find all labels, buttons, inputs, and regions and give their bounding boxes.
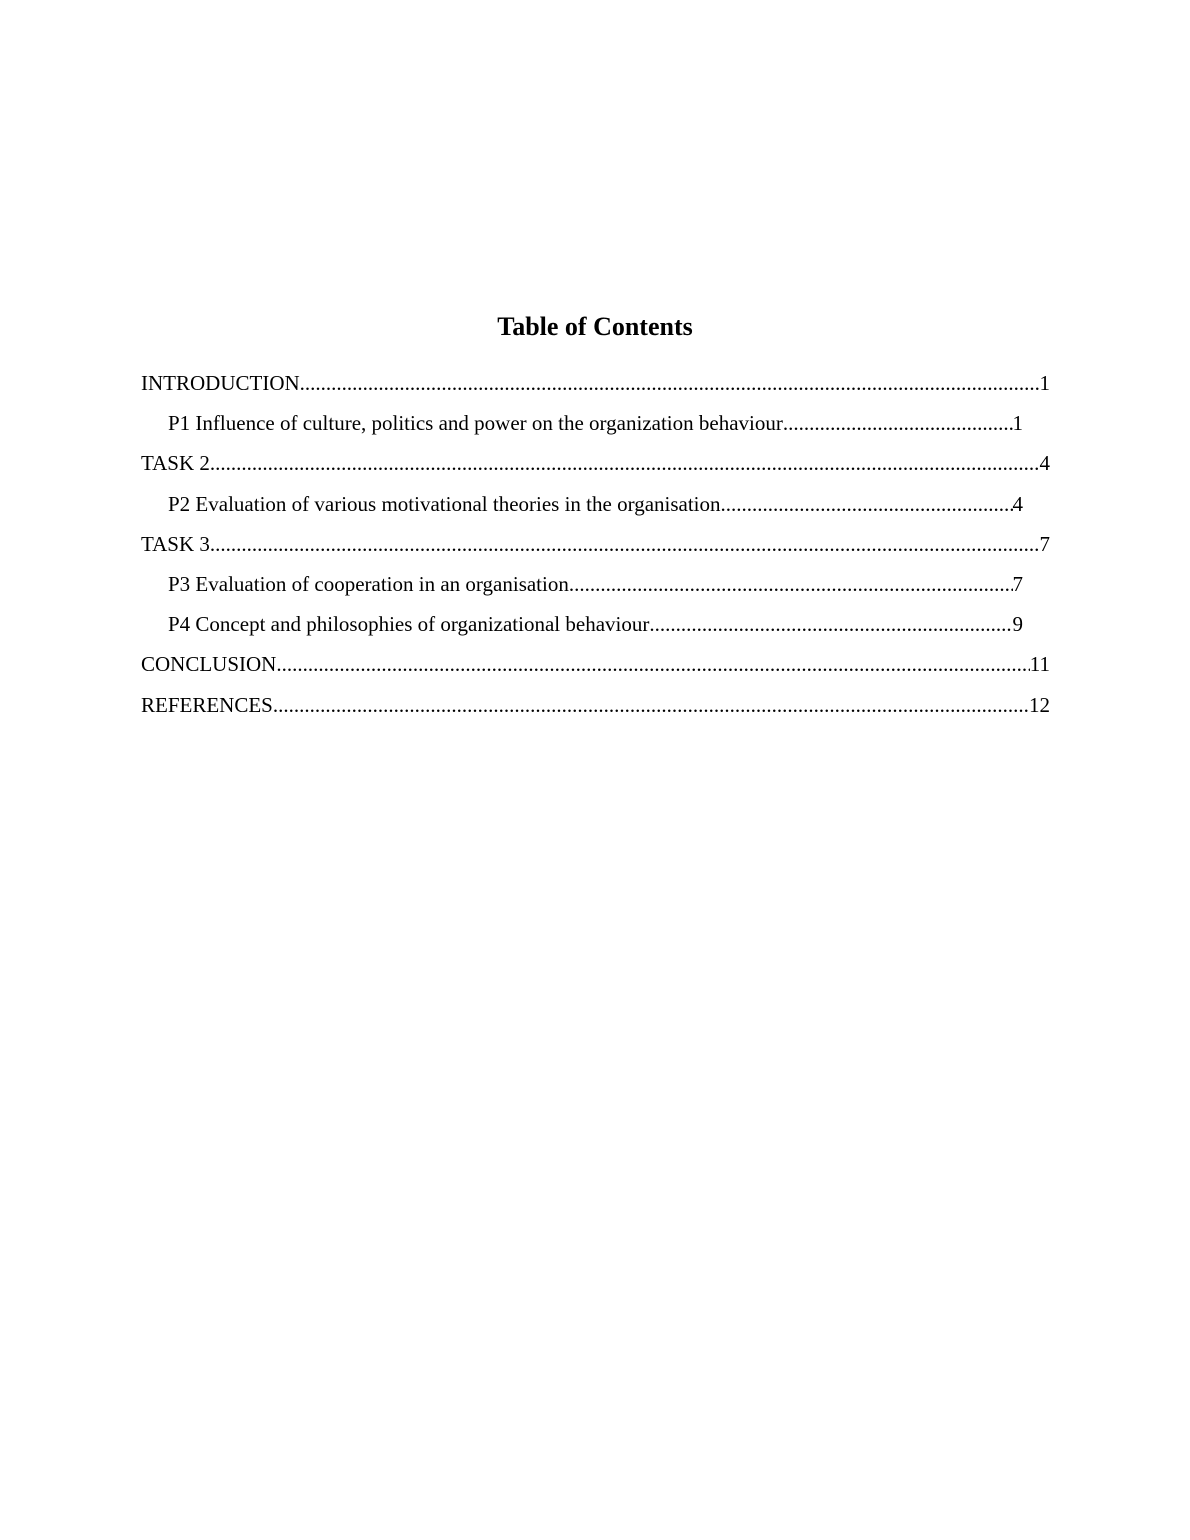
toc-entry-p3[interactable] (141, 567, 1050, 607)
toc-entry-p4[interactable] (141, 607, 1050, 647)
toc-list (141, 366, 1050, 728)
toc-page-number: 4 (1012, 491, 1023, 516)
toc-page-number: 12 (1029, 692, 1050, 717)
toc-page-number: 9 (1012, 612, 1023, 637)
toc-dot-leader (273, 688, 1029, 722)
toc-page-number: 4 (1039, 451, 1050, 476)
toc-entry-text: TASK 2 (141, 451, 210, 476)
toc-page-number: 11 (1029, 652, 1050, 677)
toc-page-number: 7 (1012, 571, 1023, 596)
toc-entry-task-2[interactable] (141, 446, 1050, 486)
toc-page-number: 7 (1039, 531, 1050, 556)
toc-entry-text: P4 Concept and philosophies of organizational behaviour (168, 612, 650, 637)
toc-entry-text: CONCLUSION (141, 652, 277, 677)
toc-entry-task-3[interactable] (141, 527, 1050, 567)
toc-entry-conclusion[interactable] (141, 647, 1050, 687)
toc-dot-leader (300, 366, 1040, 400)
toc-entry-introduction[interactable] (141, 366, 1050, 406)
toc-entry-text: TASK 3 (141, 531, 210, 556)
toc-page-number: 1 (1039, 371, 1050, 395)
toc-entry-p1[interactable] (141, 406, 1050, 446)
toc-page-number: 1 (1012, 411, 1023, 436)
toc-dot-leader (210, 446, 1040, 480)
toc-dot-leader (649, 607, 1012, 641)
toc-entry-text: REFERENCES (141, 692, 273, 717)
toc-dot-leader (721, 487, 1013, 521)
toc-entry-text: P1 Influence of culture, politics and power on the organization behaviour (168, 411, 783, 436)
toc-entry-text: INTRODUCTION (141, 371, 300, 395)
toc-dot-leader (210, 527, 1040, 561)
toc-dot-leader (569, 567, 1013, 601)
toc-entry-text: P2 Evaluation of various motivational theories in the organisation (168, 491, 721, 516)
toc-dot-leader (276, 647, 1029, 681)
toc-title: Table of Contents (497, 312, 693, 341)
toc-entry-p2[interactable] (141, 487, 1050, 527)
toc-entry-references[interactable] (141, 688, 1050, 728)
toc-dot-leader (783, 406, 1013, 440)
toc-entry-text: P3 Evaluation of cooperation in an organisation (168, 571, 569, 596)
